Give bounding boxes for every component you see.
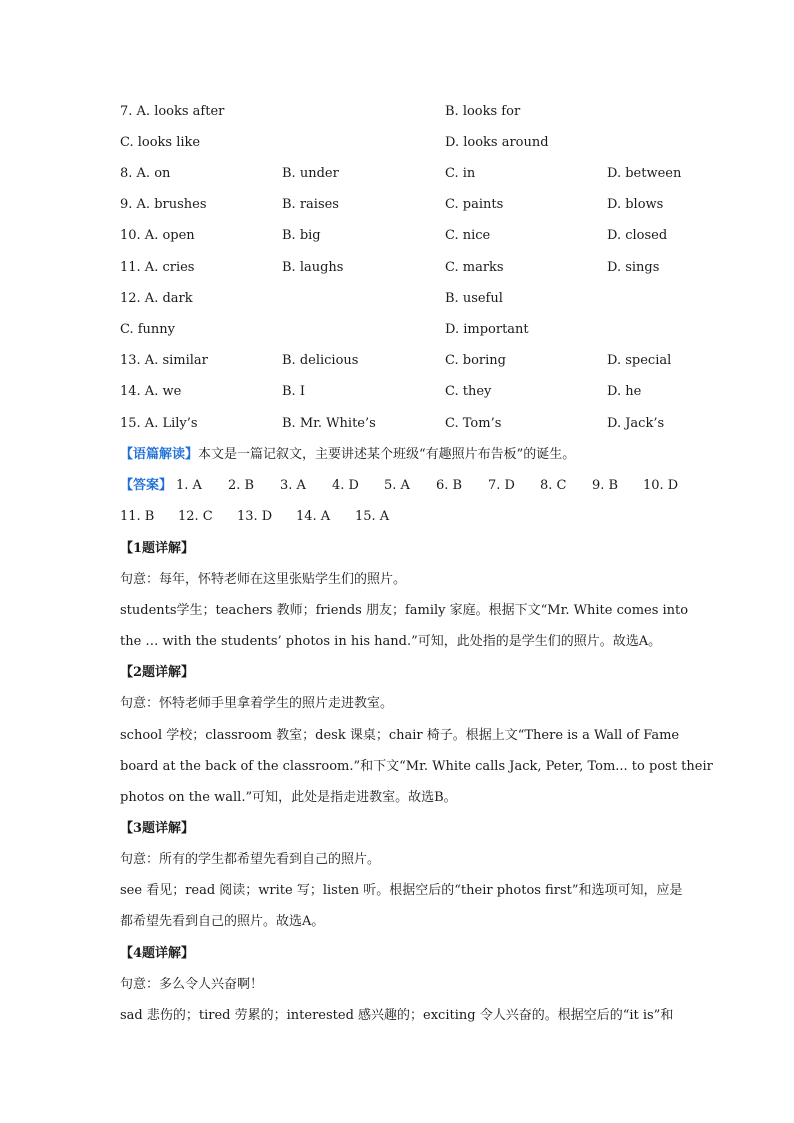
q8-option-a: 8. A. on (120, 166, 171, 181)
q1-explanation-1: students学生；teachers 教师；friends 朋友；family 家庭。根据下文“Mr. White comes into (120, 603, 689, 618)
q8-option-b: B. under (282, 166, 339, 181)
q10-option-a: 10. A. open (120, 228, 195, 243)
q4-title: 【4题详解】 (120, 946, 195, 961)
answer-5: 5. A (384, 478, 410, 493)
answer-6: 6. B (436, 478, 463, 493)
q9-option-b: B. raises (282, 197, 339, 212)
q12-option-d: D. important (445, 322, 529, 337)
q7-option-b: B. looks for (445, 104, 521, 119)
q7-option-d: D. looks around (445, 135, 549, 150)
q3-explanation-2: 都希望先看到自己的照片。故选A。 (120, 914, 325, 929)
q7-option-c: C. looks like (120, 135, 201, 150)
q8-option-c: C. in (445, 166, 476, 181)
q2-explanation-2: board at the back of the classroom.”和下文“Mr. White calls Jack, Peter, Tom... to post their (120, 759, 713, 774)
q10-option-b: B. big (282, 228, 321, 243)
q1-meaning: 句意：每年，怀特老师在这里张贴学生们的照片。 (120, 572, 407, 587)
q12-option-b: B. useful (445, 291, 503, 306)
answer-7: 7. D (488, 478, 515, 493)
q15-option-c: C. Tom’s (445, 416, 502, 431)
q11-option-a: 11. A. cries (120, 260, 195, 275)
answer-11: 11. B (120, 509, 155, 524)
q3-meaning: 句意：所有的学生都希望先看到自己的照片。 (120, 852, 381, 867)
passage-summary (120, 446, 575, 464)
q7-option-a: 7. A. looks after (120, 104, 225, 119)
answer-14: 14. A (296, 509, 331, 524)
q9-option-c: C. paints (445, 197, 504, 212)
q14-option-d: D. he (607, 384, 642, 399)
q14-option-a: 14. A. we (120, 384, 182, 399)
answers-tag: 【答案】 (120, 478, 173, 493)
answer-9: 9. B (592, 478, 619, 493)
q12-option-a: 12. A. dark (120, 291, 193, 306)
q4-meaning: 句意：多么令人兴奋啊！ (120, 977, 264, 992)
answer-10: 10. D (643, 478, 679, 493)
q8-option-d: D. between (607, 166, 682, 181)
answer-1: 1. A (176, 478, 202, 493)
q2-explanation-1: school 学校；classroom 教室；desk 课桌；chair 椅子。根据上文“There is a Wall of Fame (120, 728, 680, 743)
q3-explanation-1: see 看见；read 阅读；write 写；listen 听。根据空后的“their photos first”和选项可知，应是 (120, 883, 683, 898)
q10-option-d: D. closed (607, 228, 668, 243)
q13-option-a: 13. A. similar (120, 353, 208, 368)
answer-4: 4. D (332, 478, 359, 493)
q13-option-b: B. delicious (282, 353, 359, 368)
q10-option-c: C. nice (445, 228, 491, 243)
q14-option-b: B. I (282, 384, 305, 399)
answer-3: 3. A (280, 478, 306, 493)
q14-option-c: C. they (445, 384, 492, 399)
q2-meaning: 句意：怀特老师手里拿着学生的照片走进教室。 (120, 696, 394, 711)
q11-option-b: B. laughs (282, 260, 344, 275)
q4-explanation-1: sad 悲伤的；tired 劳累的；interested 感兴趣的；exciting 令人兴奋的。根据空后的“it is”和 (120, 1008, 674, 1023)
summary-text: 本文是一篇记叙文，主要讲述某个班级“有趣照片布告板”的诞生。 (198, 447, 576, 462)
q12-option-c: C. funny (120, 322, 176, 337)
q3-title: 【3题详解】 (120, 821, 195, 836)
answer-8: 8. C (540, 478, 567, 493)
answer-12: 12. C (178, 509, 213, 524)
q15-option-d: D. Jack’s (607, 416, 665, 431)
q2-explanation-3: photos on the wall.”可知，此处是指走进教室。故选B。 (120, 790, 457, 805)
q2-title: 【2题详解】 (120, 665, 195, 680)
q13-option-d: D. special (607, 353, 672, 368)
answer-15: 15. A (355, 509, 390, 524)
answer-13: 13. D (237, 509, 273, 524)
answer-2: 2. B (228, 478, 255, 493)
q11-option-c: C. marks (445, 260, 504, 275)
q9-option-a: 9. A. brushes (120, 197, 207, 212)
q15-option-b: B. Mr. White’s (282, 416, 376, 431)
q9-option-d: D. blows (607, 197, 664, 212)
q1-title: 【1题详解】 (120, 541, 195, 556)
q15-option-a: 15. A. Lily’s (120, 416, 198, 431)
summary-tag: 【语篇解读】 (120, 447, 199, 462)
q13-option-c: C. boring (445, 353, 506, 368)
q1-explanation-2: the … with the students’ photos in his hand.”可知，此处指的是学生们的照片。故选A。 (120, 634, 662, 649)
q11-option-d: D. sings (607, 260, 660, 275)
